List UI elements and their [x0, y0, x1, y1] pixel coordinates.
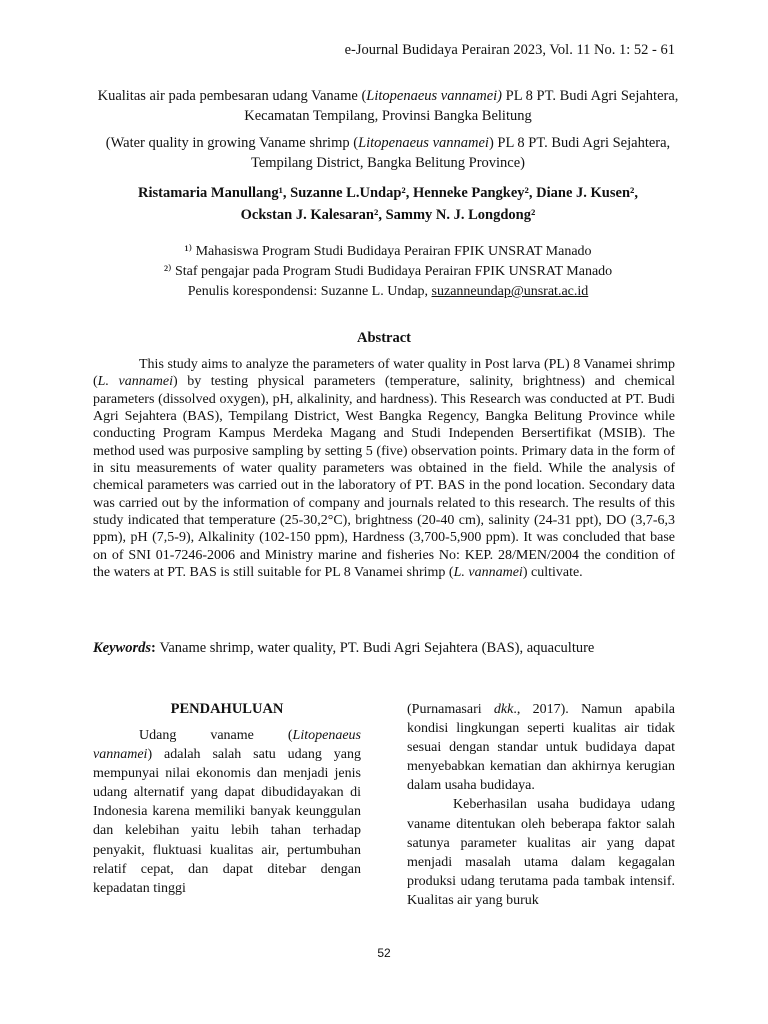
- title-english: [96, 133, 680, 173]
- left-column: [93, 700, 361, 898]
- keywords-label: Keywords: [93, 640, 151, 656]
- right-column: [407, 700, 675, 910]
- intro-paragraph-1-continued: [407, 700, 675, 795]
- citation-dkk: dkk: [493, 702, 514, 717]
- running-head: e-Journal Budidaya Perairan 2023, Vol. 11 No. 1: 52 - 61: [344, 42, 675, 58]
- abstract-species-1: L. vannamei: [97, 374, 173, 390]
- author-list: [96, 182, 680, 226]
- article-title: [96, 86, 680, 173]
- section-heading: PENDAHULUAN: [170, 701, 284, 717]
- abstract-heading: Abstract: [357, 330, 411, 346]
- title-id-species: Litopenaeus vannamei): [366, 88, 502, 104]
- keywords-text: Vaname shrimp, water quality, PT. Budi Agri Sejahtera (BAS), aquaculture: [159, 640, 595, 656]
- title-indonesian: [96, 86, 680, 126]
- title-en-species: Litopenaeus vannamei: [358, 135, 489, 151]
- abstract-species-2: L. vannamei: [453, 565, 523, 581]
- affiliation-1: ¹⁾ Mahasiswa Program Studi Budidaya Perairan FPIK UNSRAT Manado: [184, 244, 592, 259]
- abstract-body: [93, 356, 675, 581]
- title-en-text: (Water quality in growing Vaname shrimp (: [105, 135, 359, 151]
- authors-line-1: Ristamaria Manullang¹, Suzanne L.Undap², Henneke Pangkey², Diane J. Kusen²,: [138, 185, 638, 201]
- title-id-text-end: PL 8 PT. Budi Agri Sejahtera, Kecamatan Tempilang, Provinsi Bangka Belitung: [244, 88, 679, 124]
- intro-paragraph-1: [93, 726, 361, 898]
- title-en-text-end: ) PL 8 PT. Budi Agri Sejahtera, Tempilang District, Bangka Belitung Province): [250, 135, 671, 171]
- authors-line-2: Ockstan J. Kalesaran², Sammy N. J. Longdong²: [240, 207, 536, 223]
- continued-text: ., 2017). Namun apabila kondisi lingkungan seperti kualitas air tidak sesuai dengan standar untuk budidaya dapat menyebabkan kematian dan akhirnya kerugian dalam usaha budidaya.: [407, 702, 675, 794]
- page-number: 52: [377, 946, 391, 960]
- intro-text: Udang vaname (: [139, 728, 293, 743]
- corresponding-author: [96, 282, 680, 302]
- keywords-separator: :: [151, 640, 160, 656]
- keywords: [93, 639, 675, 657]
- affiliations: [96, 242, 680, 302]
- abstract-paragraph: [93, 356, 675, 581]
- abstract-text-2: ) by testing physical parameters (temperature, salinity, brightness) and chemical parameters (dissolved oxygen), pH, alkalinity, and hardness). This Research was conducted at PT. Budi Agri Sejahtera (BAS), Tempilang District, West Bangka Regency, Bangka Belitung Province while conducting Program Kampus Merdeka Magang and Studi Independen Bersertifikat (MSIB). The method used was purposive sampling by setting 5 (five) observation points. Primary data in the form of in situ measurements of water quality parameters was obtained in the field. While the analysis of chemical parameters was carried out in the laboratory of PT. BAS in the pond location. Secondary data was carried out by the information of company and journals related to this research. The results of this study indicated that temperature (25-30,2°C), brightness (20-40 cm), salinity (24-31 ppt), DO (3,7-6,3 ppm), pH (7,5-9), Alkalinity (102-150 ppm), Hardness (3,700-5,900 ppm). It was concluded that base on of SNI 01-7246-2006 and Ministry marine and fisheries No: KEP. 28/MEN/2004 the condition of the waters at PT. BAS is still suitable for PL 8 Vanamei shrimp (: [93, 374, 675, 581]
- title-id-text: Kualitas air pada pembesaran udang Vaname (: [97, 88, 367, 104]
- citation-text: (Purnamasari: [407, 702, 494, 717]
- corresponding-label: Penulis korespondensi: Suzanne L. Undap,: [187, 284, 432, 299]
- affiliation-2: ²⁾ Staf pengajar pada Program Studi Budidaya Perairan FPIK UNSRAT Manado: [163, 264, 613, 279]
- abstract-text-3: ) cultivate.: [522, 565, 583, 581]
- intro-paragraph-2: Keberhasilan usaha budidaya udang vaname ditentukan oleh beberapa faktor salah satunya parameter kualitas air yang dapat menjadi masalah utama dalam kegagalan produksi udang terutama pada tambak intensif. Kualitas air yang buruk: [407, 797, 675, 908]
- abstract-text-1: This study aims to analyze the parameters of water quality in Post larva (PL) 8 Vanamei shrimp (: [93, 357, 675, 390]
- intro-text-cont: ) adalah salah satu udang yang mempunyai nilai ekonomis dan menjadi jenis udang alternatif yang dapat dibudidayakan di Indonesia karena memiliki banyak keunggulan dan kelebihan yaitu lebih tahan terhadap penyakit, fluktuasi kualitas air, pertumbuhan relatif cepat, dan dapat ditebar dengan kepadatan tinggi: [93, 747, 361, 896]
- intro-species: Litopenaeus vannamei: [93, 728, 361, 763]
- email-link[interactable]: suzanneundap@unsrat.ac.id: [431, 284, 589, 299]
